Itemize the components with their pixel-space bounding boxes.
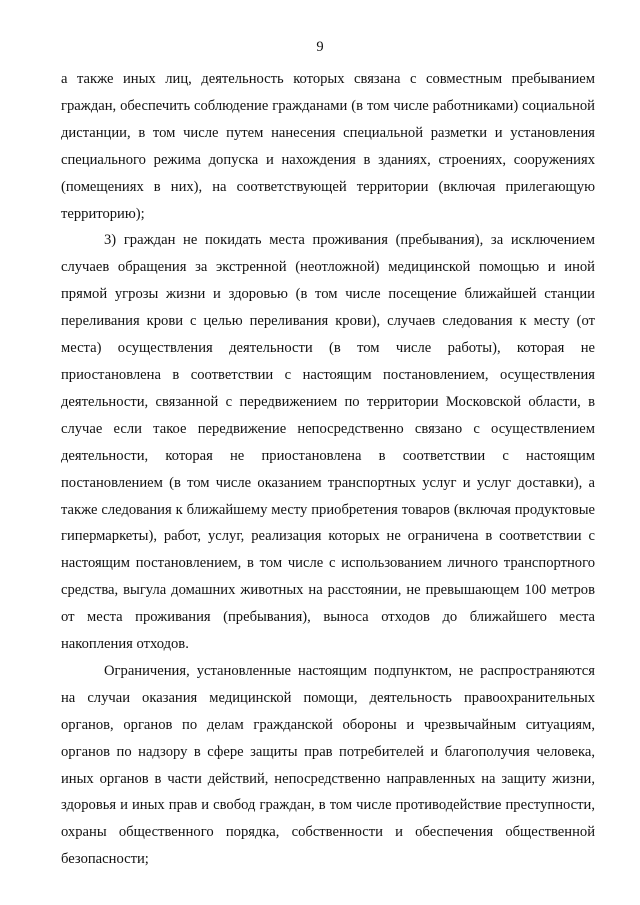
paragraph-continuation: а также иных лиц, деятельность которых связана с совместным пребыванием граждан, обеспечить соблюдение гражданами (в том числе работниками) социальной дистанции, в том числе путем нанесения специальной разметки и установления специального режима допуска и нахождения в зданиях, строениях, сооружениях (помещениях в них), на соответствующей территории (включая прилегающую территорию); xyxy=(61,71,595,222)
page-number: 9 xyxy=(316,39,324,55)
paragraph-item-3: 3) граждан не покидать места проживания (пребывания), за исключением случаев обращения за экстренной (неотложной) медицинской помощью и иной прямой угрозы жизни и здоровью (в том числе посещение ближайшей станции переливания крови с целью переливания крови), случаев следования к месту (от места) осуществления деятельности (в том числе работы), которая не приостановлена в соответствии с настоящим постановлением, осуществления деятельности, связанной с передвижением по территории Московской области, в случае если такое передвижение непосредственно связано с осуществлением деятельности, которая не приостановлена в соответствии с настоящим постановлением (в том числе оказанием транспортных услуг и услуг доставки), а также следования к ближайшему месту приобретения товаров (включая продуктовые гипермаркеты), работ, услуг, реализация которых не ограничена в соответствии с настоящим постановлением, в том числе с использованием личного транспортного средства, выгула домашних животных на расстоянии, не превышающем 100 метров от места проживания (пребывания), выноса отходов до ближайшего места накопления отходов. xyxy=(61,232,595,653)
document-body xyxy=(61,66,595,873)
paragraph-restrictions: Ограничения, установленные настоящим подпунктом, не распространяются на случаи оказания медицинской помощи, деятельность правоохранительных органов, органов по делам гражданской обороны и чрезвычайным ситуациям, органов по надзору в сфере защиты прав потребителей и благополучия человека, иных органов в части действий, непосредственно направленных на защиту жизни, здоровья и иных прав и свобод граждан, в том числе противодействие преступности, охраны общественного порядка, собственности и обеспечения общественной безопасности; xyxy=(61,662,595,868)
